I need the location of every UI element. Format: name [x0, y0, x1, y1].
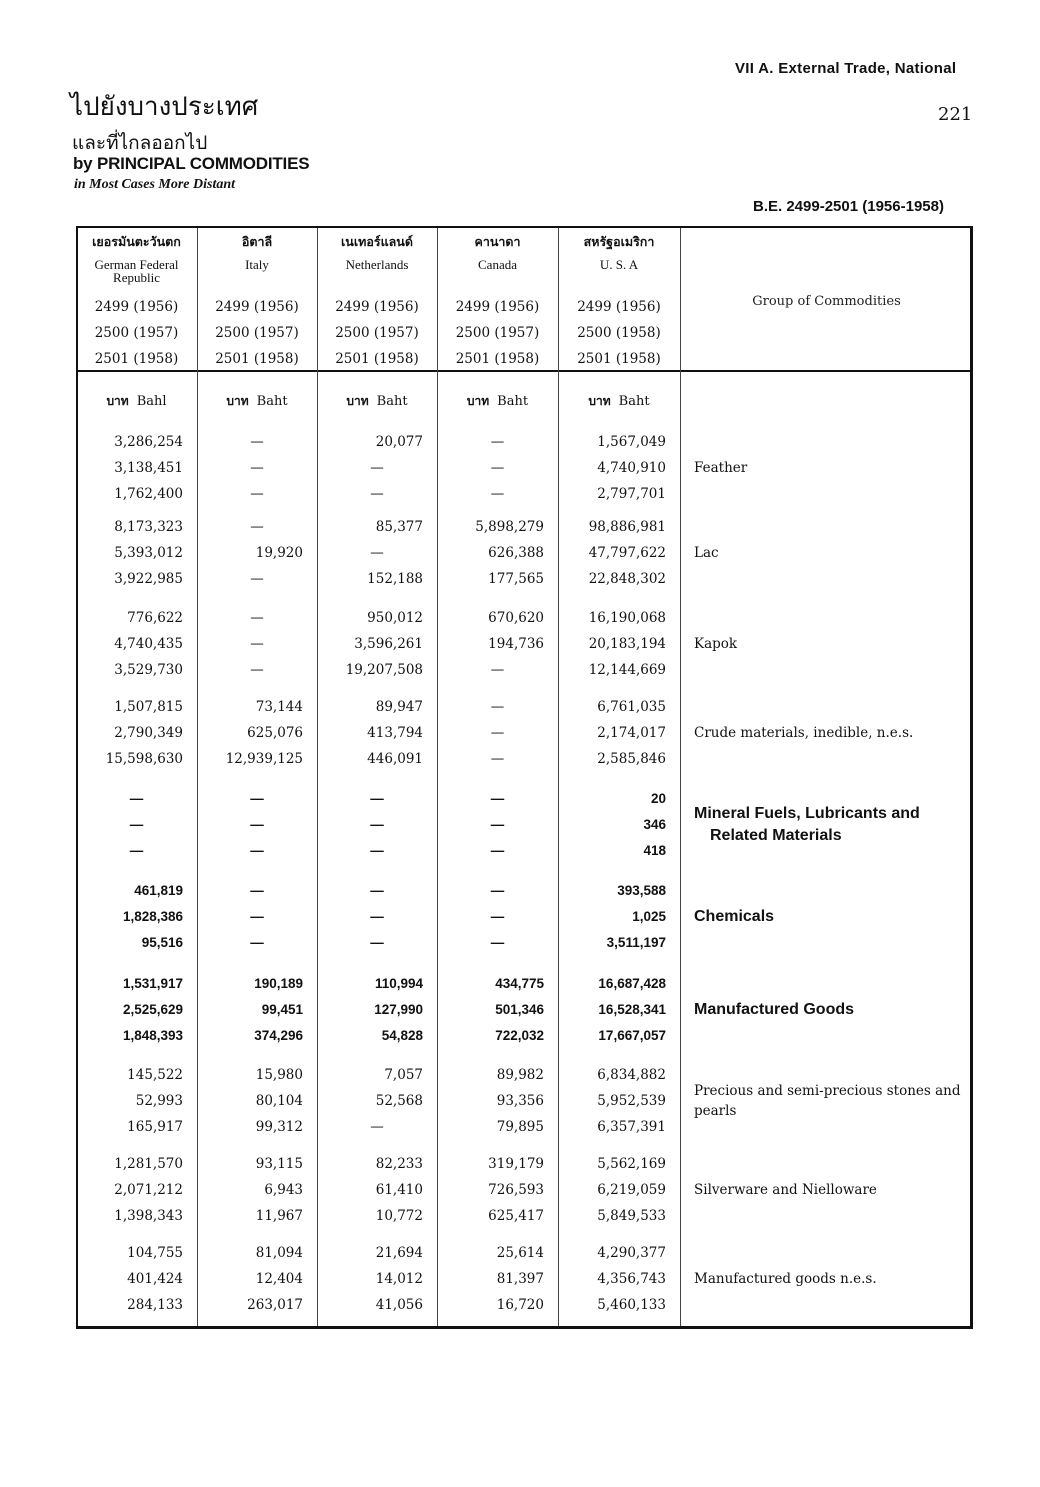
unit-label [558, 392, 680, 411]
table-cell: — [250, 460, 264, 476]
column-header-thai: อิตาลี [241, 234, 273, 249]
table-cell: 152,188 [367, 571, 423, 587]
commodity-group-line: Manufactured Goods [694, 1001, 855, 1018]
table-cell: 19,920 [255, 545, 303, 561]
commodity-group-line: Kapok [694, 636, 738, 652]
table-cell: 20,077 [375, 434, 423, 450]
table-cell: — [250, 791, 264, 806]
table-cell: 461,819 [134, 883, 183, 898]
table-cell: 12,939,125 [225, 751, 303, 767]
column-header-english: Canada [478, 257, 517, 272]
table-cell: 319,179 [488, 1156, 544, 1172]
unit-thai: บาท [226, 394, 249, 408]
table-cell: 1,025 [632, 909, 666, 924]
table-cell: — [370, 791, 384, 806]
table-cell: 722,032 [495, 1028, 544, 1043]
table-cell: 110,994 [374, 976, 423, 991]
table-cell: 194,736 [488, 636, 544, 652]
table-cell: 16,720 [496, 1297, 544, 1313]
table-cell: 81,397 [496, 1271, 544, 1287]
column-header-english: Netherlands [345, 257, 409, 272]
table-cell: 284,133 [127, 1297, 183, 1313]
commodity-group-label [694, 803, 964, 847]
table-cell: 93,115 [255, 1156, 303, 1172]
table-cell: 22,848,302 [588, 571, 666, 587]
table-cell: — [370, 909, 384, 924]
english-subtitle: in Most Cases More Distant [74, 177, 236, 192]
table-cell: — [490, 791, 505, 806]
table-cell: 73,144 [255, 699, 303, 715]
table-cell: 2,525,629 [122, 1002, 183, 1017]
table-cell: — [250, 843, 264, 858]
table-cell: — [370, 817, 384, 832]
table-cell: 14,012 [375, 1271, 423, 1287]
table-cell: 776,622 [127, 610, 183, 626]
table-cell: 4,356,743 [597, 1271, 666, 1287]
year-label: 2501 (1958) [94, 351, 179, 367]
table-cell: — [490, 883, 505, 898]
group-header: Group of Commodities [752, 294, 901, 309]
table-cell: 81,094 [255, 1245, 303, 1261]
table-cell: 89,947 [375, 699, 423, 715]
table-cell: 2,797,701 [597, 486, 666, 502]
column-header-english: U. S. A [599, 257, 639, 272]
table-cell: — [129, 817, 144, 832]
section-title: VII A. External Trade, National [735, 60, 957, 77]
column-header [317, 232, 437, 271]
table-cell: — [129, 791, 144, 806]
year-label: 2501 (1958) [215, 351, 299, 367]
table-cell: 418 [643, 843, 666, 858]
table-cell: 3,596,261 [354, 636, 423, 652]
unit-english: Baht [376, 394, 408, 409]
english-title: by PRINCIPAL COMMODITIES [73, 154, 310, 173]
table-cell: 61,410 [375, 1182, 423, 1198]
table-cell: 17,667,057 [598, 1028, 666, 1043]
year-label: 2499 (1956) [215, 299, 299, 315]
table-cell: 1,762,400 [114, 486, 183, 502]
unit-thai: บาท [588, 394, 611, 408]
commodity-group-line: Silverware and Nielloware [694, 1182, 877, 1198]
year-label: 2500 (1957) [215, 325, 299, 341]
table-cell: 25,614 [496, 1245, 544, 1261]
table-cell: — [250, 817, 264, 832]
table-cell: 12,404 [255, 1271, 303, 1287]
table-cell: — [250, 571, 264, 587]
table-cell: 4,740,435 [114, 636, 183, 652]
table-cell: 5,460,133 [597, 1297, 666, 1313]
table-cell: — [490, 434, 505, 450]
table-cell: 670,620 [488, 610, 544, 626]
commodity-group-label [694, 1180, 964, 1200]
column-header [437, 232, 558, 271]
table-cell: 79,895 [496, 1119, 544, 1135]
table-cell: 3,922,985 [114, 571, 183, 587]
year-label: 2499 (1956) [455, 299, 540, 315]
table-cell: — [490, 486, 505, 502]
table-cell: 52,993 [135, 1093, 183, 1109]
year-label: 2501 (1958) [455, 351, 540, 367]
table-cell: 6,761,035 [597, 699, 666, 715]
table-cell: 5,952,539 [597, 1093, 666, 1109]
unit-label [76, 392, 197, 411]
table-cell: 47,797,622 [588, 545, 666, 561]
country-column [437, 226, 558, 1330]
commodity-group-column [680, 226, 973, 1330]
commodity-group-line: pearls [694, 1103, 737, 1119]
table-cell: — [129, 843, 144, 858]
table-cell: 12,144,669 [588, 662, 666, 678]
table-cell: 393,588 [617, 883, 666, 898]
table-cell: 1,848,393 [122, 1028, 183, 1043]
table-cell: 5,849,533 [597, 1208, 666, 1224]
table-cell: — [490, 460, 505, 476]
unit-english: Baht [497, 394, 529, 409]
column-header-english: German Federal Republic [94, 257, 179, 285]
unit-english: Baht [256, 394, 288, 409]
table-cell: 95,516 [141, 935, 183, 950]
table-cell: — [490, 817, 505, 832]
commodity-group-label [694, 543, 964, 563]
table-cell: 80,104 [255, 1093, 303, 1109]
unit-english: Baht [618, 394, 650, 409]
column-header-thai: เยอรมันตะวันตก [92, 234, 181, 249]
year-label: 2501 (1958) [577, 351, 661, 367]
table-cell: 41,056 [375, 1297, 423, 1313]
country-column [76, 226, 197, 1330]
column-header-thai: คานาดา [474, 234, 521, 249]
unit-label [437, 392, 558, 411]
country-column [558, 226, 680, 1330]
commodity-group-label [694, 723, 964, 743]
year-label: 2500 (1958) [577, 325, 661, 341]
thai-title-line2: และที่ไกลออกไป [72, 132, 208, 154]
column-header-thai: สหรัฐอเมริกา [583, 234, 655, 249]
table-cell: — [250, 519, 264, 535]
table-cell: 52,568 [375, 1093, 423, 1109]
table-cell: — [250, 434, 264, 450]
table-cell: 2,790,349 [114, 725, 183, 741]
table-cell: 85,377 [375, 519, 423, 535]
commodity-group-label [694, 458, 964, 478]
table-cell: 3,511,197 [606, 935, 666, 950]
table-cell: — [490, 909, 505, 924]
table-cell: — [370, 883, 384, 898]
table-cell: 950,012 [367, 610, 423, 626]
year-label: 2500 (1957) [455, 325, 540, 341]
table-cell: — [490, 843, 505, 858]
table-cell: 15,980 [255, 1067, 303, 1083]
table-cell: 145,522 [127, 1067, 183, 1083]
unit-thai: บาท [106, 394, 129, 408]
table-cell: 3,138,451 [114, 460, 183, 476]
table-cell: 99,312 [255, 1119, 303, 1135]
table-cell: 501,346 [495, 1002, 544, 1017]
table-cell: 1,281,570 [114, 1156, 183, 1172]
table-cell: 10,772 [375, 1208, 423, 1224]
table-cell: 190,189 [254, 976, 303, 991]
table-cell: — [370, 843, 384, 858]
table-cell: 16,190,068 [588, 610, 666, 626]
table-cell: 20 [650, 791, 666, 806]
commodity-group-line: Precious and semi-precious stones and [694, 1083, 961, 1099]
year-label: 2500 (1957) [94, 325, 179, 341]
table-cell: 2,585,846 [597, 751, 666, 767]
table-cell: 5,898,279 [475, 519, 544, 535]
year-labels [76, 294, 197, 372]
table-cell: — [250, 610, 264, 626]
table-cell: 98,886,981 [588, 519, 666, 535]
commodity-group-line: Feather [694, 460, 748, 476]
table-cell: — [250, 935, 264, 950]
country-column [197, 226, 317, 1330]
commodity-group-label [694, 999, 964, 1021]
table-cell: 5,562,169 [597, 1156, 666, 1172]
table-cell: 434,775 [495, 976, 544, 991]
table-cell: — [370, 1119, 384, 1135]
table-cell: — [250, 662, 264, 678]
thai-title-line1: ไปยังบางประเทศ [70, 92, 259, 122]
table-cell: — [370, 486, 384, 502]
table-cell: 7,057 [384, 1067, 423, 1083]
trade-table [76, 226, 973, 1330]
table-cell: 1,567,049 [597, 434, 666, 450]
table-cell: 11,967 [255, 1208, 303, 1224]
table-cell: 82,233 [375, 1156, 423, 1172]
unit-label [317, 392, 437, 411]
table-cell: 263,017 [247, 1297, 303, 1313]
table-cell: 1,507,815 [114, 699, 183, 715]
table-cell: 1,531,917 [122, 976, 183, 991]
commodity-group-label [694, 634, 964, 654]
table-cell: 2,071,212 [114, 1182, 183, 1198]
unit-label [197, 392, 317, 411]
year-label: 2500 (1957) [335, 325, 419, 341]
year-label: 2501 (1958) [335, 351, 419, 367]
commodity-group-line: Mineral Fuels, Lubricants and [694, 805, 920, 822]
table-cell: 625,417 [488, 1208, 544, 1224]
table-cell: — [250, 486, 264, 502]
table-cell: — [490, 725, 505, 741]
table-cell: 1,398,343 [114, 1208, 183, 1224]
table-cell: 177,565 [488, 571, 544, 587]
table-cell: — [250, 909, 264, 924]
table-cell: — [490, 662, 505, 678]
table-cell: 89,982 [496, 1067, 544, 1083]
commodity-group-line: Manufactured goods n.e.s. [694, 1271, 877, 1287]
year-labels [558, 294, 680, 372]
table-cell: 6,357,391 [597, 1119, 666, 1135]
table-cell: — [370, 460, 384, 476]
table-cell: 99,451 [261, 1002, 303, 1017]
commodity-group-line: Related Materials [710, 827, 842, 844]
table-cell: 19,207,508 [345, 662, 423, 678]
year-label: 2499 (1956) [577, 299, 661, 315]
table-cell: 1,828,386 [122, 909, 183, 924]
date-range: B.E. 2499-2501 (1956-1958) [753, 198, 944, 215]
table-cell: 21,694 [375, 1245, 423, 1261]
table-cell: 104,755 [127, 1245, 183, 1261]
table-cell: 3,529,730 [114, 662, 183, 678]
table-cell: — [370, 545, 384, 561]
unit-thai: บาท [346, 394, 369, 408]
table-cell: 374,296 [254, 1028, 303, 1043]
commodity-group-line: Lac [694, 545, 719, 561]
table-cell: 3,286,254 [114, 434, 183, 450]
table-cell: 8,173,323 [114, 519, 183, 535]
table-cell: — [250, 883, 264, 898]
table-cell: 2,174,017 [597, 725, 666, 741]
table-cell: 346 [643, 817, 666, 832]
table-cell: 6,834,882 [597, 1067, 666, 1083]
table-cell: 4,740,910 [597, 460, 666, 476]
table-cell: 93,356 [496, 1093, 544, 1109]
year-labels [197, 294, 317, 372]
commodity-group-label [694, 1081, 964, 1121]
table-cell: 5,393,012 [114, 545, 183, 561]
page-number: 221 [938, 104, 973, 125]
unit-thai: บาท [466, 394, 490, 408]
unit-english: Bahl [136, 394, 167, 409]
column-header [197, 232, 317, 271]
table-cell: 625,076 [247, 725, 303, 741]
table-cell: 626,388 [488, 545, 544, 561]
country-column [317, 226, 437, 1330]
table-cell: 446,091 [367, 751, 423, 767]
column-header-english: Italy [245, 257, 269, 272]
column-header-thai: เนเทอร์แลนด์ [341, 234, 413, 249]
table-cell: 413,794 [367, 725, 423, 741]
table-cell: 127,990 [374, 1002, 423, 1017]
table-cell: 16,528,341 [598, 1002, 666, 1017]
year-labels [317, 294, 437, 372]
year-label: 2499 (1956) [335, 299, 419, 315]
commodity-group-label [694, 1269, 964, 1289]
table-cell: — [250, 636, 264, 652]
table-cell: 726,593 [488, 1182, 544, 1198]
column-header [76, 232, 197, 284]
commodity-group-line: Chemicals [694, 908, 775, 925]
table-cell: 165,917 [127, 1119, 183, 1135]
year-labels [437, 294, 558, 372]
table-cell: 6,219,059 [597, 1182, 666, 1198]
commodity-group-label [694, 906, 964, 928]
table-cell: 20,183,194 [588, 636, 666, 652]
commodity-group-line: Crude materials, inedible, n.e.s. [694, 725, 914, 741]
table-cell: — [490, 751, 505, 767]
table-cell: 15,598,630 [105, 751, 183, 767]
table-cell: 16,687,428 [598, 976, 666, 991]
column-header [558, 232, 680, 271]
table-cell: — [370, 935, 384, 950]
year-label: 2499 (1956) [94, 299, 179, 315]
table-cell: 54,828 [381, 1028, 423, 1043]
table-cell: — [490, 935, 505, 950]
table-cell: — [490, 699, 505, 715]
table-cell: 6,943 [264, 1182, 303, 1198]
table-cell: 4,290,377 [597, 1245, 666, 1261]
table-cell: 401,424 [127, 1271, 183, 1287]
